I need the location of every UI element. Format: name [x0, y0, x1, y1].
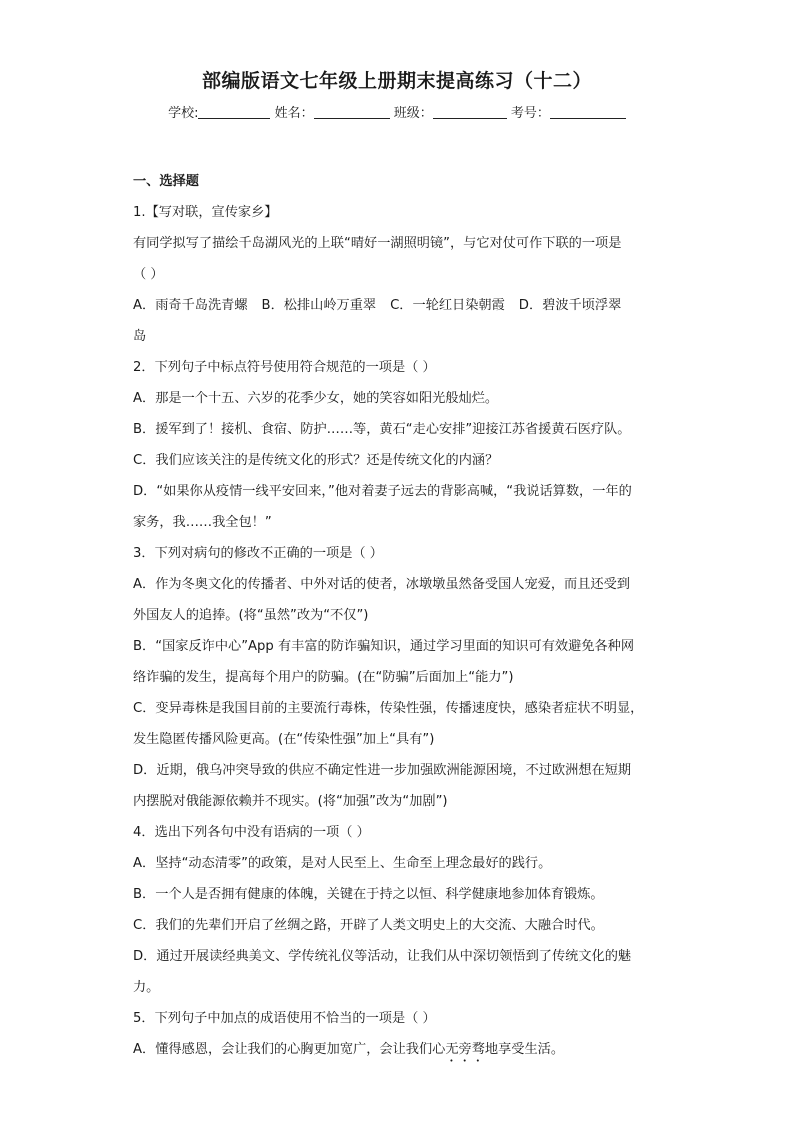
name-label: 姓名： — [274, 106, 314, 121]
q3-option-c-cont: 发生隐匿传播风险更高。(在“传染性强”加上“具有”) — [133, 732, 435, 747]
q4-option-a[interactable]: A．坚持“动态清零”的政策，是对人民至上、生命至上理念最好的践行。 — [133, 856, 552, 871]
q2-option-d[interactable]: D．“如果你从疫情一线平安回来，”他对着妻子远去的背影高喊，“我说话算数，一年的 — [133, 484, 632, 499]
q4-stem: 4．选出下列各句中没有语病的一项（ ） — [133, 825, 370, 840]
q3-option-c[interactable]: C．变异毒株是我国目前的主要流行毒株，传染性强，传播速度快，感染者症状不明显， — [133, 701, 644, 716]
page-title: 部编版语文七年级上册期末提高练习（十二） — [201, 70, 592, 92]
id-field[interactable] — [550, 104, 626, 119]
q5-option-a-text: A．懂得感恩，会让我们的心胸更加宽广，会让我们心 — [133, 1042, 446, 1057]
q1-stem-blank: （ ） — [133, 267, 164, 282]
q3-option-d[interactable]: D．近期，俄乌冲突导致的供应不确定性进一步加强欧洲能源困境，不过欧洲想在短期 — [133, 763, 632, 778]
q1-option-c[interactable]: C．一轮红日染朝霞 — [390, 298, 505, 313]
class-label: 班级： — [393, 106, 433, 121]
section-heading: 一、选择题 — [133, 174, 199, 189]
school-field[interactable] — [198, 104, 270, 119]
q3-option-a-cont: 外国友人的追捧。(将“虽然”改为“不仅”) — [133, 608, 369, 623]
class-field[interactable] — [433, 104, 507, 119]
q3-option-d-cont: 内摆脱对俄能源依赖并不现实。(将“加强”改为“加剧”) — [133, 794, 448, 809]
q4-option-b[interactable]: B．一个人是否拥有健康的体魄，关键在于持之以恒、科学健康地参加体育锻炼。 — [133, 887, 604, 902]
q3-option-a[interactable]: A．作为冬奥文化的传播者、中外对话的使者，冰墩墩虽然备受国人宠爱，而且还受到 — [133, 577, 630, 592]
q3-option-b[interactable]: B．“国家反诈中心”App 有丰富的防诈骗知识，通过学习里面的知识可有效避免各种网 — [133, 639, 635, 654]
name-field[interactable] — [314, 104, 390, 119]
q1-options — [133, 290, 663, 321]
q5-option-a-idiom: 无旁骛 — [445, 1042, 485, 1057]
question-content — [133, 166, 663, 1065]
q1-option-b[interactable]: B．松排山岭万重翠 — [261, 298, 377, 313]
q5-stem: 5．下列句子中加点的成语使用不恰当的一项是（ ） — [133, 1011, 436, 1026]
q3-option-b-cont: 络诈骗的发生，提高每个用户的防骗。(在“防骗”后面加上“能力”) — [133, 670, 514, 685]
q2-option-b[interactable]: B．援军到了！接机、食宿、防护……等，黄石“走心安排”迎接江苏省援黄石医疗队。 — [133, 422, 631, 437]
q1-stem: 有同学拟写了描绘千岛湖风光的上联“晴好一湖照明镜”，与它对仗可作下联的一项是 — [133, 236, 622, 251]
q1-option-d[interactable]: D．碧波千顷浮翠 — [518, 298, 622, 313]
q2-option-c[interactable]: C．我们应该关注的是传统文化的形式？还是传统文化的内涵？ — [133, 453, 499, 468]
student-info-line — [0, 102, 794, 121]
q4-option-d[interactable]: D．通过开展读经典美文、学传统礼仪等活动，让我们从中深切领悟到了传统文化的魅 — [133, 949, 632, 964]
q1-number: 1.【写对联，宣传家乡】 — [133, 205, 278, 220]
q3-stem: 3．下列对病句的修改不正确的一项是（ ） — [133, 546, 383, 561]
q2-option-a[interactable]: A．那是一个十五、六岁的花季少女，她的笑容如阳光般灿烂。 — [133, 391, 499, 406]
q2-option-d-cont: 家务，我……我全包！” — [133, 515, 272, 530]
id-label: 考号： — [510, 106, 550, 121]
q1-option-a[interactable]: A．雨奇千岛洗青螺 — [133, 298, 248, 313]
school-label: 学校: — [168, 106, 199, 121]
q4-option-c[interactable]: C．我们的先辈们开启了丝绸之路，开辟了人类文明史上的大交流、大融合时代。 — [133, 918, 604, 933]
q4-option-d-cont: 力。 — [133, 980, 160, 995]
q2-stem: 2．下列句子中标点符号使用符合规范的一项是（ ） — [133, 360, 436, 375]
q1-option-d-cont: 岛 — [133, 329, 147, 344]
q5-option-a[interactable] — [133, 1034, 663, 1065]
q5-option-a-tail: 地享受生活。 — [484, 1042, 565, 1057]
